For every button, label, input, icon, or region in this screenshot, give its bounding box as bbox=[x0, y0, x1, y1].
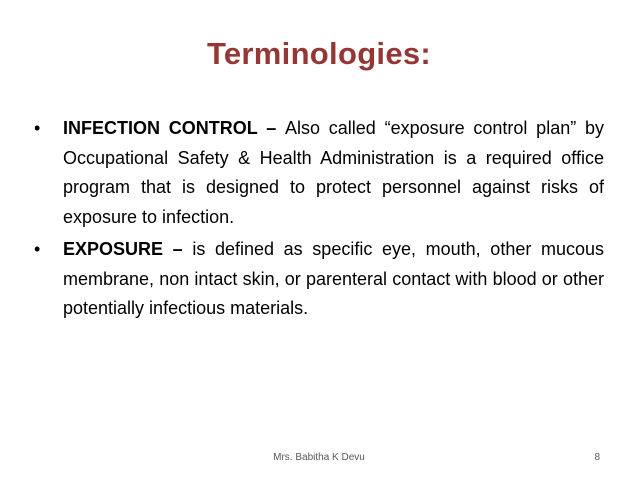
bullet-marker-icon: • bbox=[34, 118, 41, 138]
slide-title: Terminologies: bbox=[206, 36, 432, 71]
term-infection-control: INFECTION CONTROL – bbox=[63, 118, 285, 138]
footer-author: Mrs. Babitha K Devu bbox=[273, 452, 365, 463]
bullet-list bbox=[34, 114, 604, 327]
bullet-item-infection-control bbox=[34, 114, 604, 232]
slide-page-number: 8 bbox=[594, 452, 600, 463]
term-exposure: EXPOSURE – bbox=[63, 239, 193, 259]
definition-exposure: is defined as specific eye, mouth, other mucous membrane, non intact skin, or parenteral contact with blood or other potentially infectious materials. bbox=[63, 239, 604, 318]
bullet-item-exposure bbox=[34, 235, 604, 324]
definition-infection-control: Also called “exposure control plan” by Occupational Safety & Health Administration is a required office program that is designed to protect personnel against risks of exposure to infection. bbox=[63, 118, 604, 227]
bullet-marker-icon: • bbox=[34, 239, 41, 259]
